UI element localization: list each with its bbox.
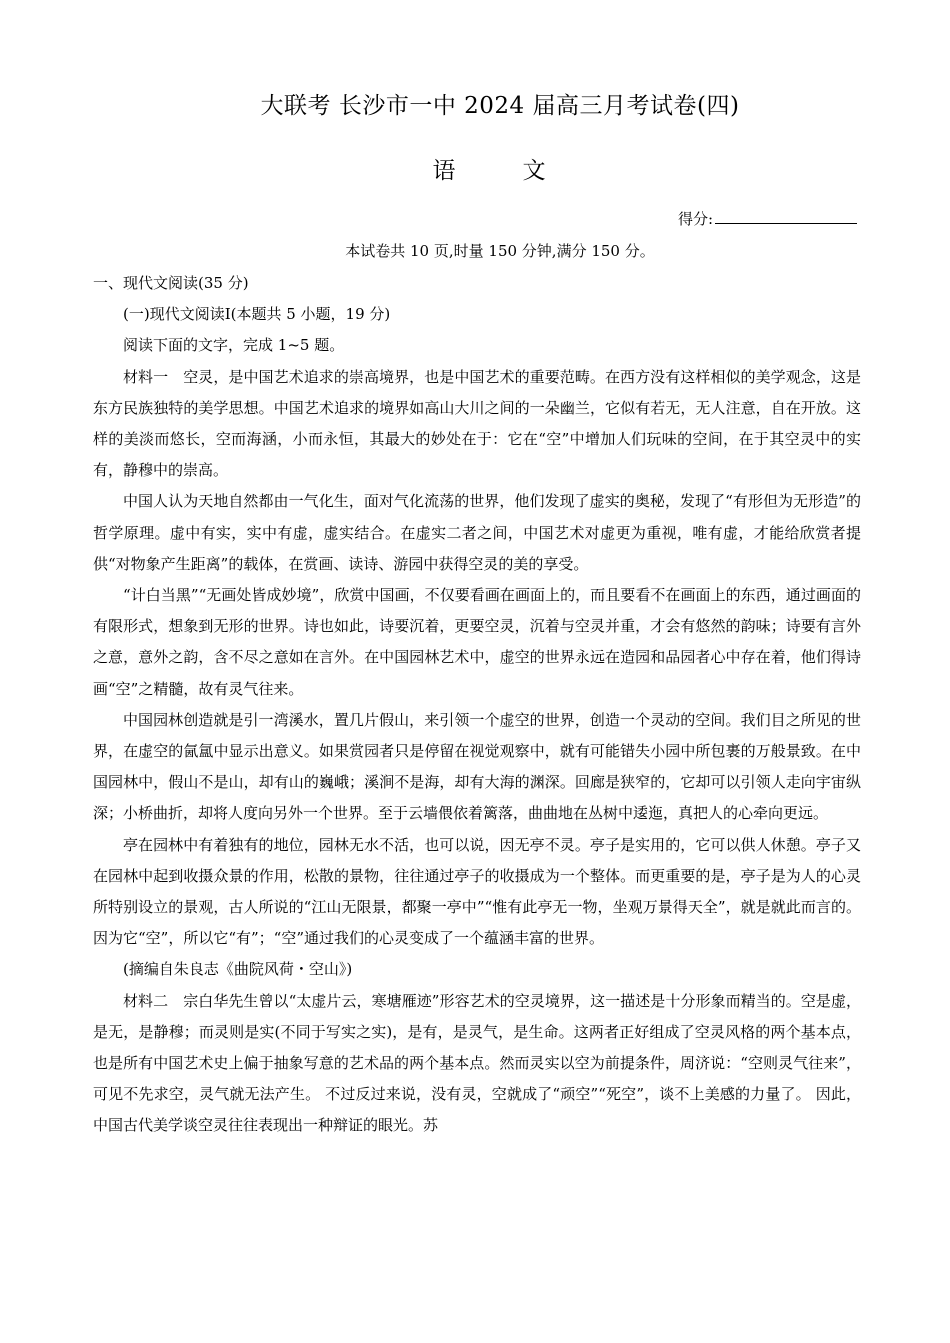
material1-paragraph: “计白当黑”“无画处皆成妙境”，欣赏中国画，不仅要看画在画面上的，而且要看不在画面上的东西，通过画面的有限形式，想象到无形的世界。诗也如此，诗要沉着，更要空灵，沉着与空灵并重，才会有悠然的韵味；诗要有言外之意，意外之韵，含不尽之意如在言外。在中国园林艺术中，虚空的世界永远在造园和品园者心中存在着，他们得诗画“空”之精髓，故有灵气往来。 xyxy=(93,586,861,698)
material2-paragraph: 材料二 宗白华先生曾以“太虚片云，寒塘雁迹”形容艺术的空灵境界，这一描述是十分形象而精当的。空是虚，是无，是静穆；而灵则是实(不同于写实之实)，是有，是灵气，是生命。这两者正好组成了空灵风格的两个基本点，也是所有中国艺术史上偏于抽象写意的艺术品的两个基本点。然而灵实以空为前提条件，周济说：“空则灵气往来”，可见不先求空，灵气就无法产生。 不过反过来说，没有灵，空就成了“顽空”“死空”，谈不上美感的力量了。 因此，中国古代美学谈空灵往往表现出一种辩证的眼光。苏 xyxy=(93,991,861,1135)
material1-paragraph: 中国人认为天地自然都由一气化生，面对气化流荡的世界，他们发现了虚实的奥秘，发现了“有形但为无形造”的哲学原理。虚中有实，实中有虚，虚实结合。在虚实二者之间，中国艺术对虚更为重视，唯有虚，才能给欣赏者提供“对物象产生距离”的载体，在赏画、读诗、游园中获得空灵的美的享受。 xyxy=(93,492,861,573)
section-subheading: (一)现代文阅读Ⅰ(本题共 5 小题，19 分) xyxy=(123,305,391,324)
exam-content xyxy=(93,268,861,1142)
subject-title: 语 文 xyxy=(432,158,568,184)
reading-instruction: 阅读下面的文字，完成 1~5 题。 xyxy=(123,336,345,355)
score-blank-line xyxy=(715,208,857,224)
material1-paragraph: 材料一 空灵，是中国艺术追求的崇高境界，也是中国艺术的重要范畴。在西方没有这样相似的美学观念，这是东方民族独特的美学思想。中国艺术追求的境界如高山大川之间的一朵幽兰，它似有若无，无人注意，自在开放。这样的美淡而悠长，空而海涵，小而永恒，其最大的妙处在于：它在“空”中增加人们玩味的空间，在于其空灵中的实有，静穆中的崇高。 xyxy=(93,367,861,480)
section-heading: 一、现代文阅读(35 分) xyxy=(93,274,249,292)
material1-paragraph: 中国园林创造就是引一湾溪水，置几片假山，来引领一个虚空的世界，创造一个灵动的空间。我们目之所见的世界，在虚空的氤氲中显示出意义。如果赏园者只是停留在视觉观察中，就有可能错失小园中所包裹的万般景致。在中国园林中，假山不是山，却有山的巍峨；溪涧不是海，却有大海的渊深。回廊是狭窄的，它却可以引领人走向宇宙纵深；小桥曲折，却将人度向另外一个世界。至于云墙偎依着篱落，曲曲地在丛树中逶迤，真把人的心牵向更远。 xyxy=(93,710,861,823)
exam-intro: 本试卷共 10 页,时量 150 分钟,满分 150 分。 xyxy=(345,242,655,260)
exam-title: 大联考 长沙市一中 2024 届高三月考试卷(四) xyxy=(260,93,740,119)
material1-source: (摘编自朱良志《曲院风荷・空山》) xyxy=(123,960,353,979)
score-field xyxy=(678,208,857,229)
score-label: 得分: xyxy=(678,210,714,228)
material1-paragraph: 亭在园林中有着独有的地位，园林无水不活，也可以说，因无亭不灵。亭子是实用的，它可以供人休憩。亭子又在园林中起到收摄众景的作用，松散的景物，往往通过亭子的收摄成为一个整体。而更重要的是，亭子是为人的心灵所特别设立的景观，古人所说的“江山无限景，都聚一亭中”“惟有此亭无一物，坐观万景得天全”，就是就此而言的。 因为它“空”，所以它“有”；“空”通过我们的心灵变成了一个蕴涵丰富的世界。 xyxy=(93,835,861,948)
